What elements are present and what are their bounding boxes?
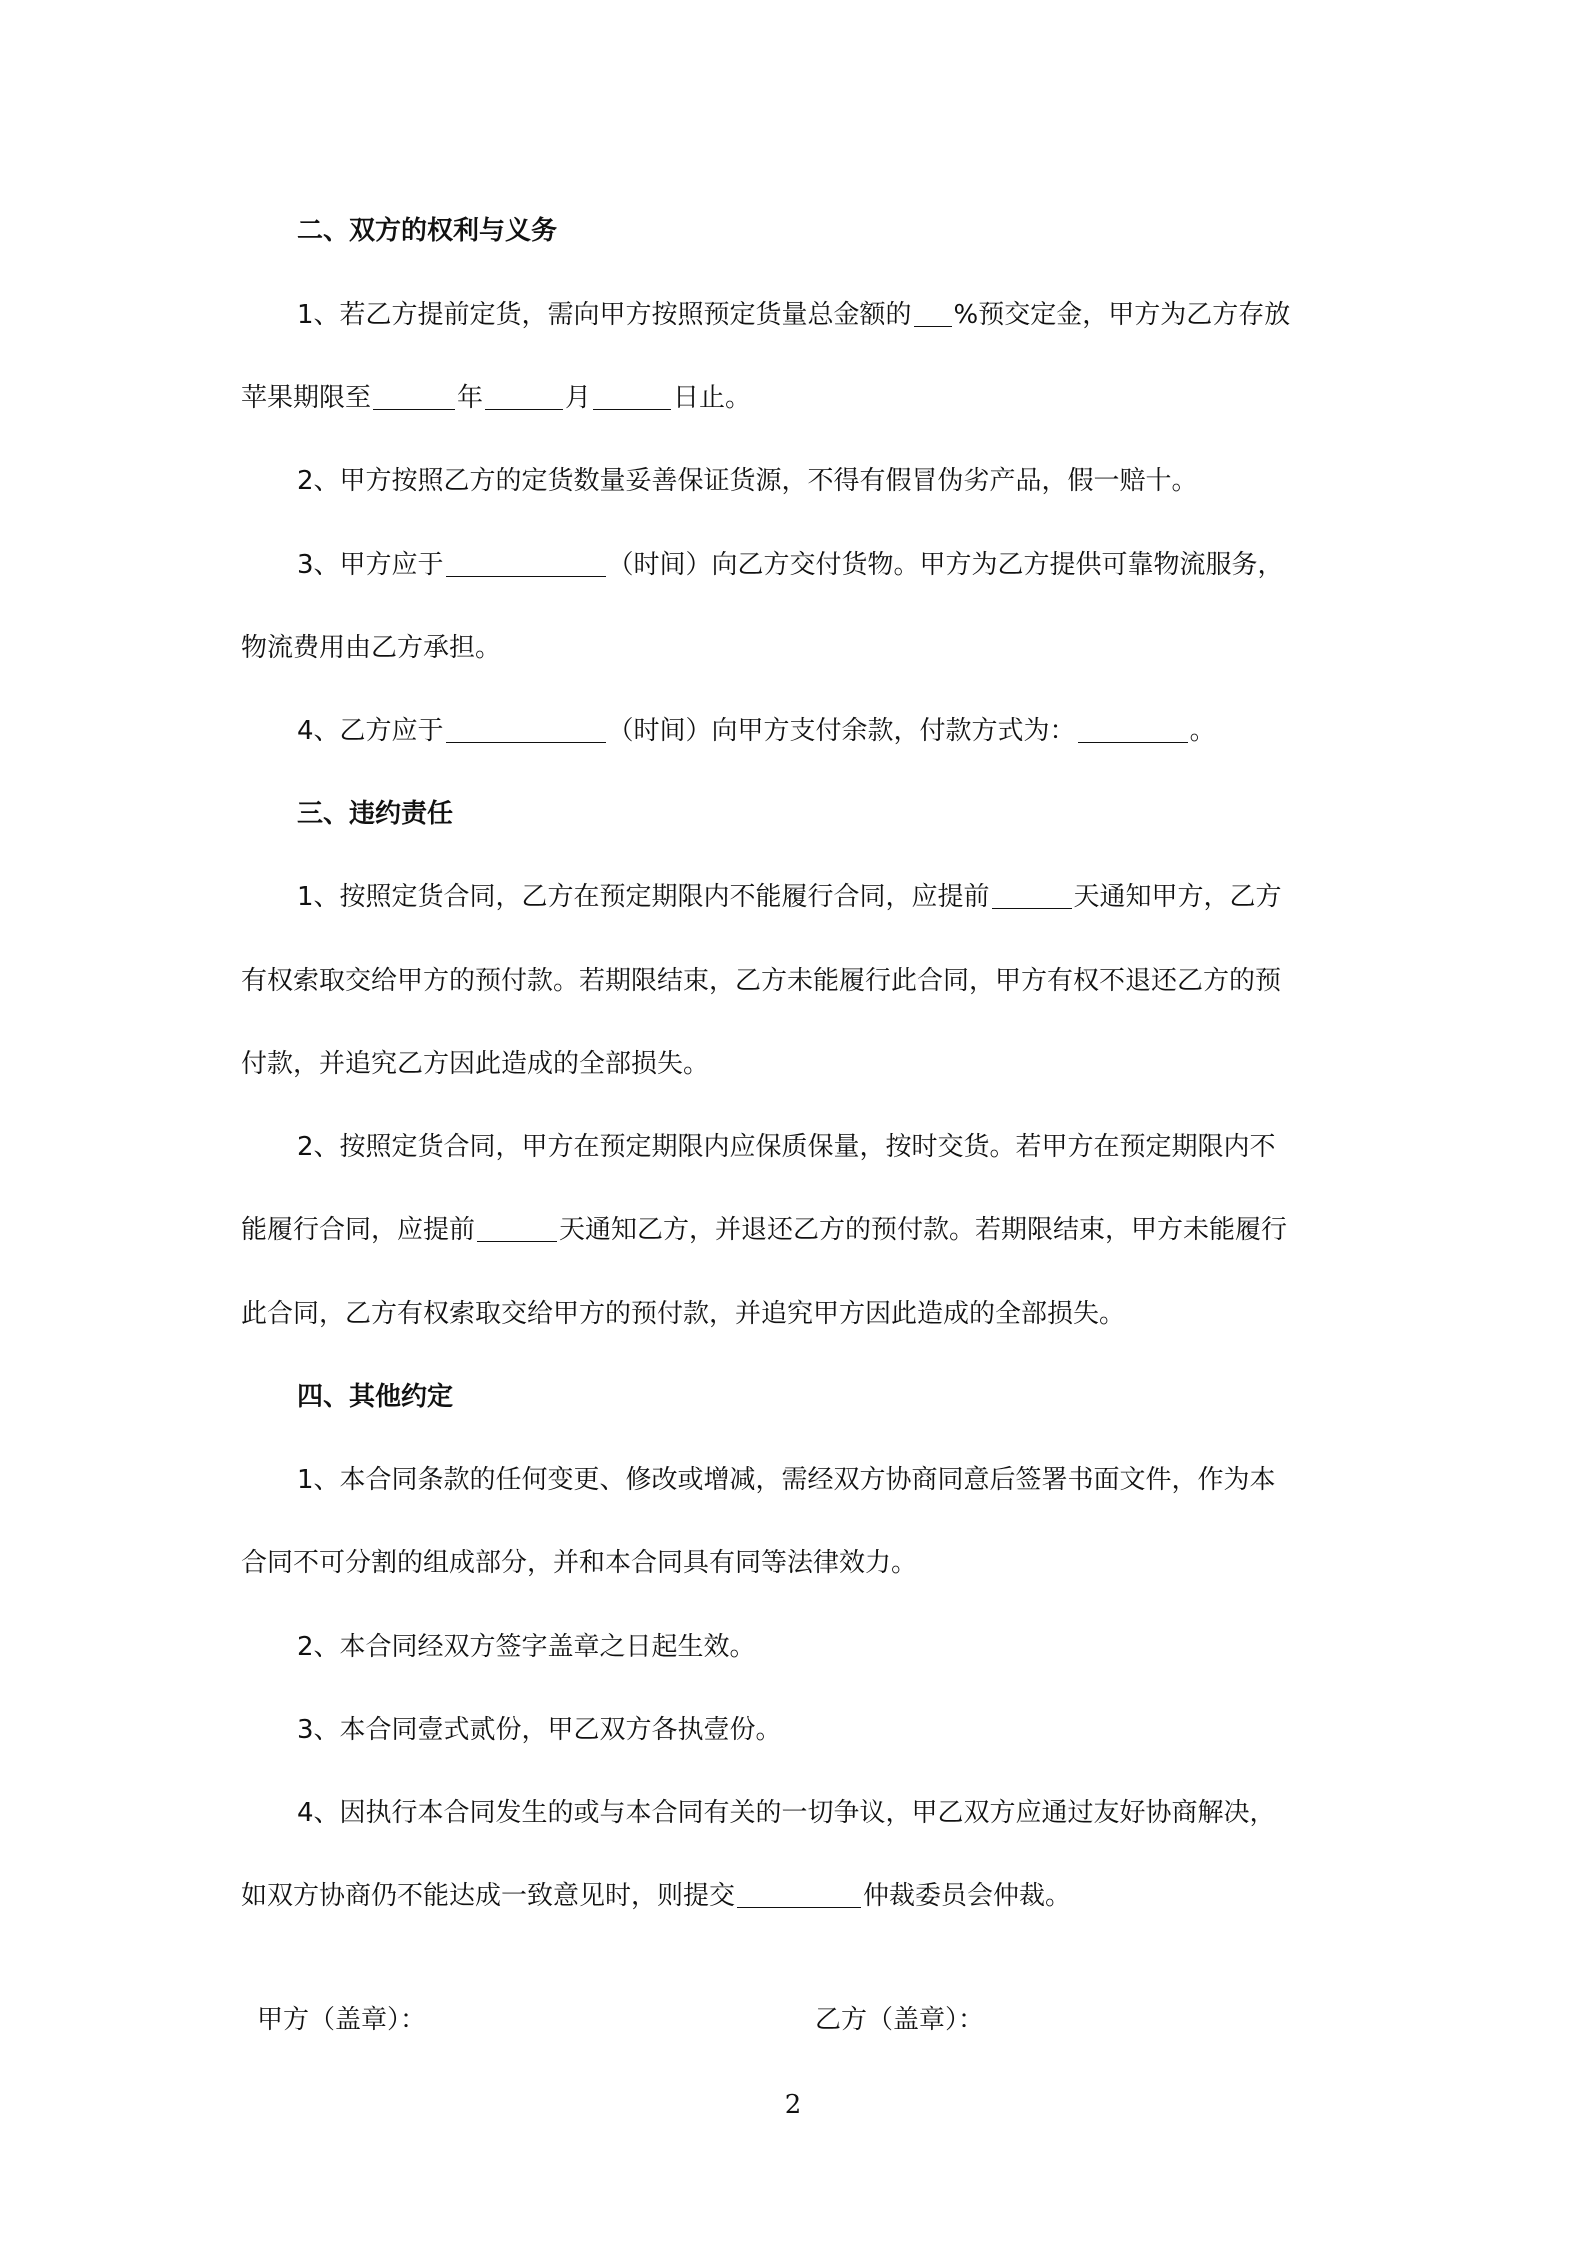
paragraph-line [241,1210,1287,1250]
text: 天通知甲方，乙方 [1073,882,1282,912]
year-blank[interactable] [373,381,455,410]
section-heading [297,794,453,834]
deposit-percent-blank[interactable] [914,298,952,327]
paragraph-line [241,1044,709,1084]
text: 合同不可分割的组成部分，并和本合同具有同等法律效力。 [241,1548,918,1578]
delivery-time-blank[interactable] [446,548,606,577]
text: 月 [565,383,592,413]
text: 物流费用由乙方承担。 [241,633,502,663]
paragraph-line [297,461,1198,501]
text: 。 [1189,716,1216,746]
month-blank[interactable] [485,381,563,410]
section-heading [297,1377,453,1417]
notice-days-blank-b[interactable] [992,880,1072,909]
paragraph-line [241,378,751,418]
text: 2、本合同经双方签字盖章之日起生效。 [297,1632,756,1662]
paragraph-line [297,545,1284,585]
paragraph-line [297,295,1290,335]
section4-title: 四、其他约定 [297,1382,454,1412]
paragraph-line [241,1543,917,1583]
text: 1、按照定货合同，乙方在预定期限内不能履行合同，应提前 [297,882,990,912]
party-b-seal-label: 乙方（盖章）： [815,2005,985,2035]
text: 此合同，乙方有权索取交给甲方的预付款，并追究甲方因此造成的全部损失。 [241,1299,1126,1329]
paragraph-line [241,1876,1071,1916]
payment-time-blank[interactable] [446,714,606,743]
text: 1、本合同条款的任何变更、修改或增减，需经双方协商同意后签署书面文件，作为本 [297,1465,1276,1495]
arbitration-committee-blank[interactable] [737,1879,861,1908]
page-number: 2 [784,2090,802,2120]
paragraph-line [297,1710,782,1750]
text: 有权索取交给甲方的预付款。若期限结束，乙方未能履行此合同，甲方有权不退还乙方的预 [241,966,1282,996]
paragraph-line [297,711,1216,751]
text: 1、若乙方提前定货，需向甲方按照预定货量总金额的 [297,300,912,330]
party-a-seal-label: 甲方（盖章）： [257,2005,427,2035]
paragraph-line [297,1127,1276,1167]
text: 4、因执行本合同发生的或与本合同有关的一切争议，甲乙双方应通过友好协商解决， [297,1798,1276,1828]
text: 2、甲方按照乙方的定货数量妥善保证货源，不得有假冒伪劣产品，假一赔十。 [297,466,1198,496]
section-heading [297,211,557,251]
day-blank[interactable] [593,381,671,410]
paragraph-line [241,1294,1125,1334]
section3-title: 三、违约责任 [297,799,454,829]
text: 3、本合同壹式贰份，甲乙双方各执壹份。 [297,1715,782,1745]
text: 2、按照定货合同，甲方在预定期限内应保质保量，按时交货。若甲方在预定期限内不 [297,1132,1276,1162]
text: %预交定金，甲方为乙方存放 [953,300,1291,330]
notice-days-blank-a[interactable] [477,1213,557,1242]
text: 日止。 [673,383,752,413]
text: 4、乙方应于 [297,716,444,746]
text: 3、甲方应于 [297,550,444,580]
text: 能履行合同，应提前 [241,1215,476,1245]
paragraph-line [241,628,501,668]
section2-title: 二、双方的权利与义务 [297,216,558,246]
paragraph-line [297,1460,1276,1500]
text: （时间）向甲方支付余款，付款方式为： [607,716,1076,746]
text: 苹果期限至 [241,383,372,413]
text: （时间）向乙方交付货物。甲方为乙方提供可靠物流服务， [607,550,1284,580]
payment-method-blank[interactable] [1078,714,1188,743]
text: 付款，并追究乙方因此造成的全部损失。 [241,1049,710,1079]
paragraph-line [297,877,1282,917]
paragraph-line [241,961,1281,1001]
text: 如双方协商仍不能达成一致意见时，则提交 [241,1881,736,1911]
paragraph-line [297,1627,756,1667]
text: 仲裁委员会仲裁。 [863,1881,1072,1911]
paragraph-line [297,1793,1276,1833]
text: 天通知乙方，并退还乙方的预付款。若期限结束，甲方未能履行 [559,1215,1288,1245]
text: 年 [457,383,484,413]
